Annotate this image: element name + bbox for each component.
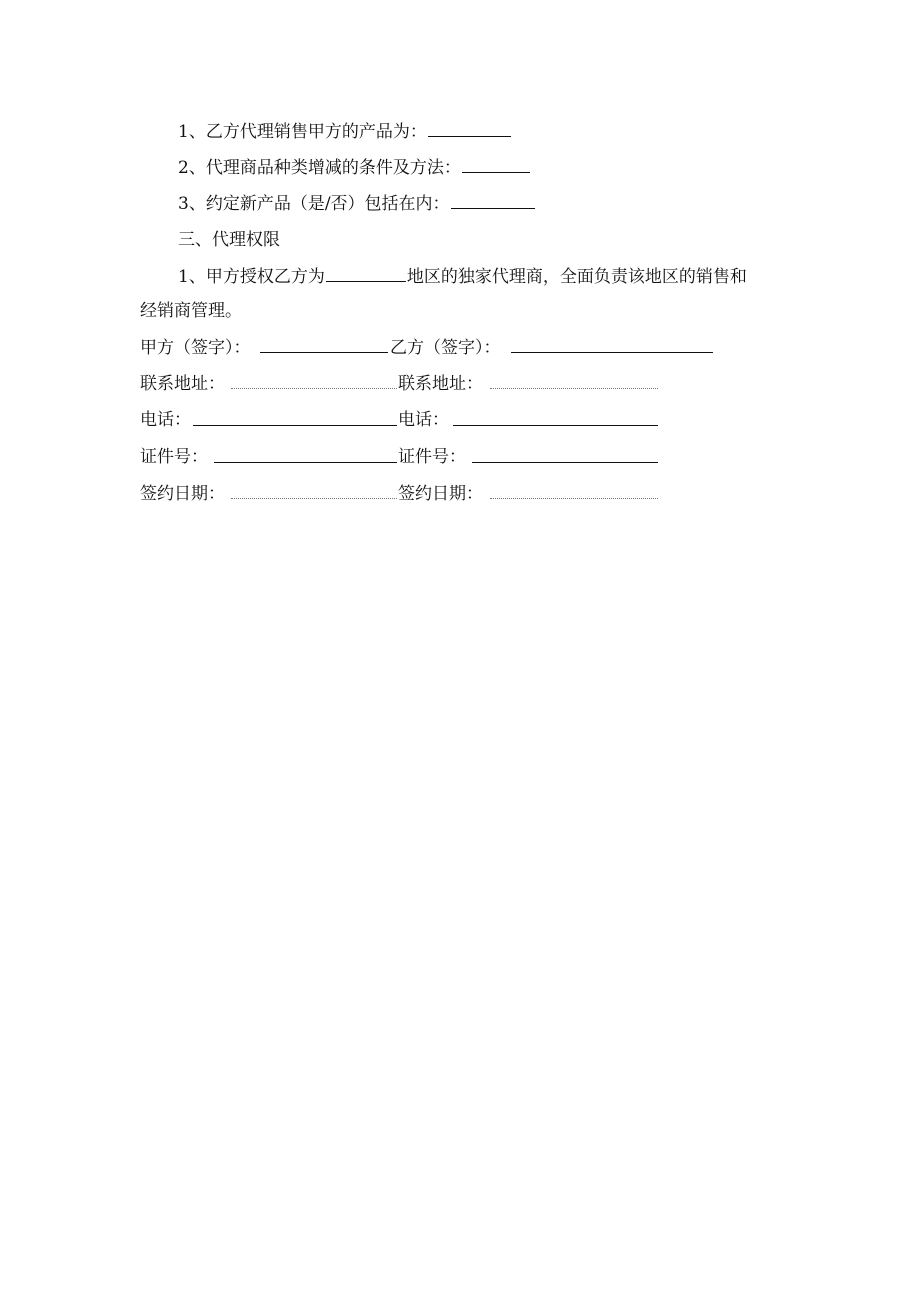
party-b-address-label bbox=[398, 373, 483, 395]
party-b-id-label bbox=[398, 446, 466, 468]
party-a-label-text: 甲方（签字）： bbox=[140, 338, 251, 358]
party-b-phone-text: 电话： bbox=[398, 410, 449, 430]
party-b-signature-label bbox=[390, 337, 501, 359]
party-a-phone-text: 电话： bbox=[140, 410, 191, 430]
party-a-address-text: 联系地址： bbox=[140, 374, 225, 394]
party-a-id-text: 证件号： bbox=[140, 447, 208, 467]
party-b-phone-field bbox=[453, 425, 658, 426]
region-blank bbox=[326, 265, 406, 282]
party-b-date-field bbox=[490, 498, 658, 499]
clause-text-continued: 经销商管理。 bbox=[140, 301, 242, 321]
party-b-address-text: 联系地址： bbox=[398, 374, 483, 394]
party-b-label-text: 乙方（签字）： bbox=[390, 338, 501, 358]
party-a-id-field bbox=[214, 462, 397, 463]
party-b-signature-field bbox=[511, 352, 713, 353]
party-b-phone-label bbox=[398, 409, 449, 431]
party-a-address-field bbox=[231, 388, 397, 389]
party-b-id-text: 证件号： bbox=[398, 447, 466, 467]
party-a-signature-field bbox=[260, 352, 388, 353]
authorization-clause-continued bbox=[140, 300, 242, 322]
party-b-id-field bbox=[472, 462, 658, 463]
party-a-phone-field bbox=[193, 425, 397, 426]
party-a-date-text: 签约日期： bbox=[140, 484, 225, 504]
contract-item-3 bbox=[178, 192, 536, 214]
party-a-phone-label bbox=[140, 409, 191, 431]
clause-text-after: 地区的独家代理商，全面负责该地区的销售和 bbox=[406, 267, 747, 287]
party-b-date-text: 签约日期： bbox=[398, 484, 483, 504]
party-a-address-label bbox=[140, 373, 225, 395]
section-heading bbox=[178, 229, 280, 251]
contract-item-2 bbox=[178, 156, 531, 178]
contract-item-1-text: 1、乙方代理销售甲方的产品为： bbox=[178, 122, 427, 142]
party-a-id-label bbox=[140, 446, 208, 468]
party-a-date-label bbox=[140, 483, 225, 505]
conditions-blank bbox=[462, 156, 530, 173]
party-b-date-label bbox=[398, 483, 483, 505]
contract-item-1 bbox=[178, 120, 512, 142]
contract-item-2-text: 2、代理商品种类增减的条件及方法： bbox=[178, 158, 461, 178]
product-blank bbox=[428, 120, 511, 137]
party-a-signature-label bbox=[140, 337, 251, 359]
contract-item-3-text: 3、约定新产品（是/否）包括在内： bbox=[178, 194, 450, 214]
authorization-clause bbox=[178, 265, 747, 287]
clause-text-before: 1、甲方授权乙方为 bbox=[178, 267, 325, 287]
party-a-date-field bbox=[231, 498, 397, 499]
section-heading-text: 三、代理权限 bbox=[178, 230, 280, 250]
new-product-blank bbox=[451, 192, 535, 209]
party-b-address-field bbox=[490, 388, 658, 389]
